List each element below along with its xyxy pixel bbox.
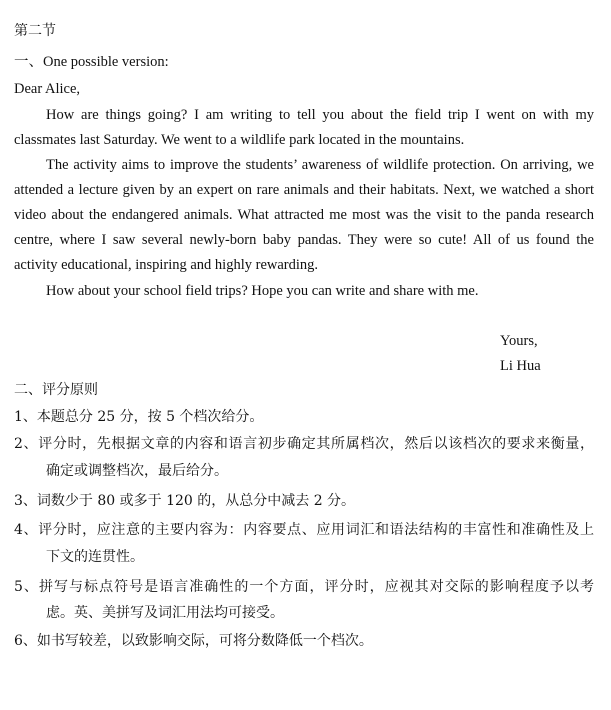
closing: Yours, bbox=[500, 333, 538, 349]
rule-item: 4、评分时，应注意的主要内容为：内容要点、应用词汇和语法结构的丰富性和准确性及上 bbox=[14, 522, 594, 538]
essay-line: classmates last Saturday. We went to a wildlife park located in the mountains. bbox=[14, 132, 465, 148]
part1-heading: 一、One possible version: bbox=[14, 54, 169, 70]
essay-line: video about the endangered animals. What attracted me most was the visit to the panda research bbox=[14, 207, 594, 223]
rule-item-continuation: 虑。英、美拼写及词汇用法均可接受。 bbox=[46, 605, 284, 621]
salutation: Dear Alice, bbox=[14, 81, 81, 97]
rule-item: 6、如书写较差，以致影响交际，可将分数降低一个档次。 bbox=[14, 633, 373, 649]
essay-line: The activity aims to improve the students’ awareness of wildlife protection. On arriving, we bbox=[46, 157, 594, 173]
signature: Li Hua bbox=[500, 358, 541, 374]
part2-heading: 二、评分原则 bbox=[14, 382, 98, 398]
essay-line: How about your school field trips? Hope you can write and share with me. bbox=[46, 283, 479, 299]
rule-item-continuation: 确定或调整档次，最后给分。 bbox=[46, 463, 228, 479]
essay-line: attended a lecture given by an expert on rare animals and their habitats. Next, we watched a short bbox=[14, 182, 594, 198]
rule-item: 2、评分时，先根据文章的内容和语言初步确定其所属档次，然后以该档次的要求来衡量， bbox=[14, 436, 594, 452]
rule-item-continuation: 下文的连贯性。 bbox=[46, 549, 144, 565]
section-title: 第二节 bbox=[14, 23, 56, 39]
rule-item: 5、拼写与标点符号是语言准确性的一个方面，评分时，应视其对交际的影响程度予以考 bbox=[14, 579, 594, 595]
rule-item: 3、词数少于 80 或多于 120 的，从总分中减去 2 分。 bbox=[14, 493, 356, 509]
rule-item: 1、本题总分 25 分，按 5 个档次给分。 bbox=[14, 409, 264, 425]
essay-line: centre, where I saw several newly-born baby pandas. They were so cute! All of us found the bbox=[14, 232, 594, 248]
essay-line: activity educational, inspiring and highly rewarding. bbox=[14, 257, 319, 273]
essay-line: How are things going? I am writing to tell you about the field trip I went on with my bbox=[46, 107, 594, 123]
